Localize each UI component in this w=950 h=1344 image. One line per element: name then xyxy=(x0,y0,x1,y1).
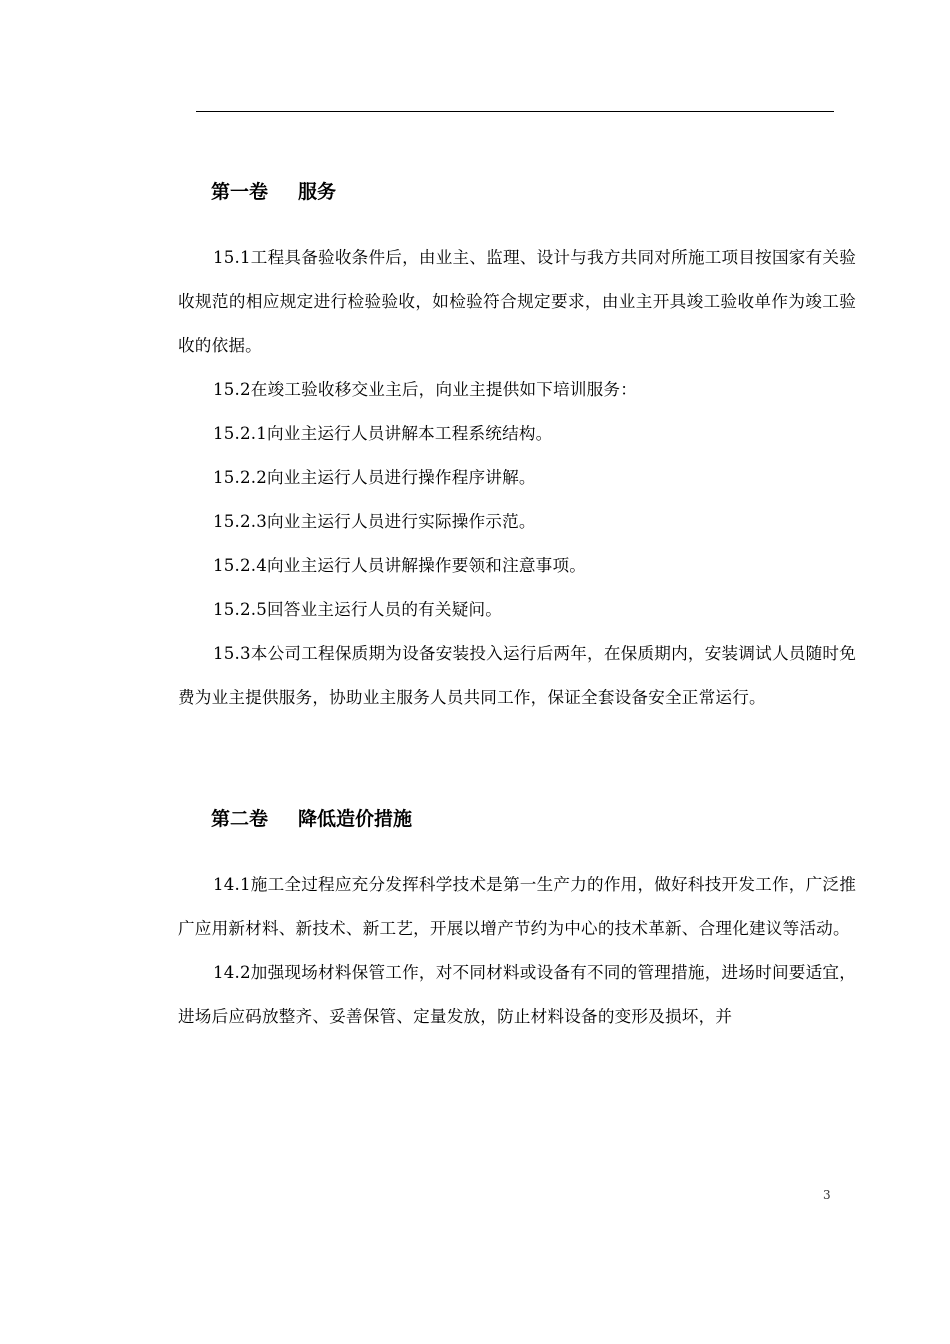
paragraph: 15.2.4向业主运行人员讲解操作要领和注意事项。 xyxy=(213,556,587,575)
section-2-body xyxy=(178,863,856,1039)
paragraph: 15.2.5回答业主运行人员的有关疑问。 xyxy=(213,600,503,619)
paragraph: 14.2加强现场材料保管工作，对不同材料或设备有不同的管理措施，进场时间要适宜，进场后应码放整齐、妥善保管、定量发放，防止材料设备的变形及损坏，并 xyxy=(178,963,856,1026)
paragraph: 15.1工程具备验收条件后，由业主、监理、设计与我方共同对所施工项目按国家有关验收规范的相应规定进行检验验收，如检验符合规定要求，由业主开具竣工验收单作为竣工验收的依据。 xyxy=(178,248,856,355)
document-body xyxy=(178,170,856,1039)
paragraph: 15.2.1向业主运行人员讲解本工程系统结构。 xyxy=(213,424,553,443)
paragraph: 15.2.3向业主运行人员进行实际操作示范。 xyxy=(213,512,536,531)
section-heading-2 xyxy=(178,797,856,841)
section-2-number: 第二卷 xyxy=(211,808,269,830)
page-number: 3 xyxy=(823,1188,831,1202)
section-1-title: 服务 xyxy=(298,181,337,203)
paragraph: 15.3本公司工程保质期为设备安装投入运行后两年，在保质期内，安装调试人员随时免费为业主提供服务，协助业主服务人员共同工作，保证全套设备安全正常运行。 xyxy=(178,644,856,707)
header-rule xyxy=(196,111,834,112)
section-2-title: 降低造价措施 xyxy=(298,808,413,830)
paragraph: 15.2.2向业主运行人员进行操作程序讲解。 xyxy=(213,468,536,487)
section-1-body xyxy=(178,236,856,720)
paragraph: 14.1施工全过程应充分发挥科学技术是第一生产力的作用，做好科技开发工作，广泛推广应用新材料、新技术、新工艺，开展以增产节约为中心的技术革新、合理化建议等活动。 xyxy=(178,875,856,938)
section-heading-1 xyxy=(178,170,856,214)
paragraph: 15.2在竣工验收移交业主后，向业主提供如下培训服务： xyxy=(213,380,638,399)
section-1-number: 第一卷 xyxy=(211,181,269,203)
